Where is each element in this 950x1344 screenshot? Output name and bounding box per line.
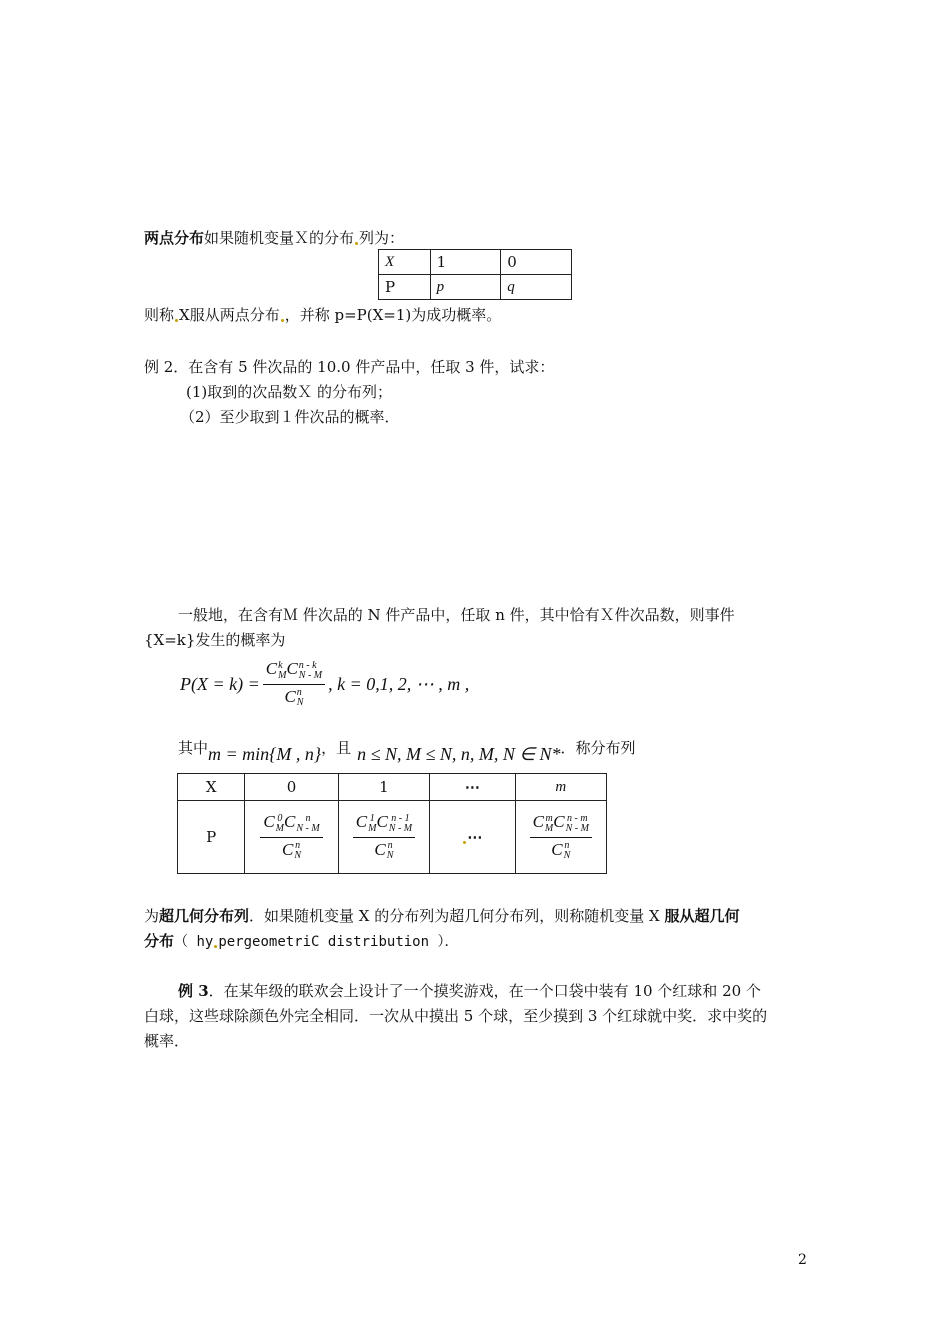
ht-p-0 xyxy=(245,801,338,874)
example3-text1: ．在某年级的联欢会上设计了一个摸奖游戏，在一个口袋中装有 10 个红球和 20 个 xyxy=(208,982,761,1000)
def-p7: pergeometriC distribution ）． xyxy=(218,934,459,950)
example3-label: 例 3 xyxy=(178,982,209,1000)
example3-line2: 白球，这些球除颜色外完全相同．一次从中摸出 5 个球，至少摸到 3 个红球就中奖．求中奖的 xyxy=(144,1007,768,1025)
definition-line2 xyxy=(144,930,458,951)
ht-header-1: 1 xyxy=(338,774,429,801)
def-p2: 超几何分布列 xyxy=(159,907,250,925)
ht-p-dots xyxy=(430,801,515,874)
tp-cell-p-val: p xyxy=(430,275,501,300)
example3-line3: 概率． xyxy=(144,1032,190,1050)
where-tail: ．称分布列 xyxy=(560,739,636,757)
tp-after-a: 则称 xyxy=(144,306,175,324)
ht-p-label: P xyxy=(178,801,245,874)
ht-header-dots: ⋯ xyxy=(430,774,515,801)
formula-fraction: C k M C n - k N - M C n N xyxy=(263,660,325,708)
definition-line1 xyxy=(144,905,739,926)
ht-header-m: m xyxy=(515,774,606,801)
ht-frac-m: C m M C n - m N - M C n N xyxy=(530,813,592,861)
ht-frac-1: C 1 M C n - 1 N - M C n N xyxy=(353,813,415,861)
def-p6: （ hy xyxy=(174,934,214,950)
where-and: ，且 xyxy=(321,739,352,757)
ht-p-m xyxy=(515,801,606,874)
ht-p-1 xyxy=(338,801,429,874)
where-cond: n ≤ N, M ≤ N, n, M, N ∈ N* xyxy=(357,744,561,764)
two-point-lead-b: 列为： xyxy=(359,229,405,247)
general-where xyxy=(178,730,636,765)
general-line1: 一般地，在含有Ｍ 件次品的 N 件产品中，任取 n 件，其中恰有Ｘ件次品数，则事件 xyxy=(178,606,735,624)
ht-dots-text: ⋯ xyxy=(467,828,483,846)
mark-dot xyxy=(281,319,284,322)
two-point-title: 两点分布 xyxy=(144,229,205,247)
def-p5: 分布 xyxy=(144,932,175,950)
tp-cell-1: 1 xyxy=(430,250,501,275)
general-formula xyxy=(180,660,469,708)
two-point-conclusion xyxy=(144,304,501,325)
tp-after-b: X xyxy=(179,306,190,324)
mark-dot xyxy=(214,945,217,948)
where-label: 其中 xyxy=(178,739,209,757)
tp-cell-x: X xyxy=(379,250,431,275)
hyper-table xyxy=(177,773,607,874)
example2-q2: （2）至少取到１件次品的概率． xyxy=(180,408,400,426)
two-point-table xyxy=(378,249,572,300)
def-p1: 为 xyxy=(144,907,160,925)
example3-line1 xyxy=(178,980,761,1001)
tp-after-c: 服从两点分布 xyxy=(189,306,280,324)
tp-cell-p: P xyxy=(379,275,431,300)
mark-dot xyxy=(175,319,178,322)
tp-cell-q-val: q xyxy=(501,275,572,300)
general-line2: {X=k}发生的概率为 xyxy=(144,631,286,649)
def-p3: ．如果随机变量 X 的分布列为超几何分布列，则称随机变量 X xyxy=(249,907,665,925)
two-point-lead-a: 如果随机变量Ｘ的分布 xyxy=(204,229,355,247)
tp-after-d: ，并称 p=P(X=1)为成功概率。 xyxy=(284,306,502,324)
def-p4: 服从超几何 xyxy=(664,907,740,925)
ht-frac-0: C 0 M C n N - M C n N xyxy=(260,813,322,861)
ht-header-0: 0 xyxy=(245,774,338,801)
tp-cell-0: 0 xyxy=(501,250,572,275)
example2-q1: (1)取到的次品数Ｘ 的分布列； xyxy=(186,383,393,401)
formula-right: , k = 0,1, 2, ⋯ , m , xyxy=(328,673,470,694)
two-point-intro xyxy=(144,227,404,248)
page-number: 2 xyxy=(798,1252,807,1268)
formula-left: P(X = k) = xyxy=(180,673,260,694)
example2-title: 例 2．在含有 5 件次品的 10.0 件产品中，任取 3 件，试求： xyxy=(144,358,555,376)
mark-dot xyxy=(463,841,466,844)
where-m: m = min{M , n} xyxy=(208,744,322,764)
mark-dot xyxy=(355,242,358,245)
ht-header-x: X xyxy=(178,774,245,801)
